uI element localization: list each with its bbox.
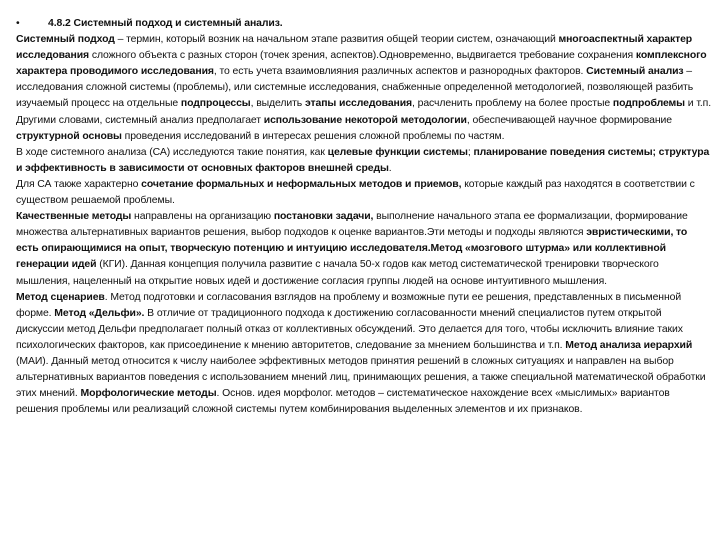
emphasis-formal-informal: сочетание формальных и неформальных методов и приемов, (141, 178, 462, 190)
text-run: , то есть учета взаимовлияния различных аспектов и разнородных факторов. (213, 66, 587, 78)
emphasis-structural-basis: структурной основы (16, 130, 122, 142)
text-run: . (388, 162, 392, 174)
paragraph-sa-concepts (16, 145, 712, 177)
term-systems-approach: Системный подход (16, 34, 115, 46)
emphasis-subprocesses: подпроцессы (180, 98, 251, 110)
paragraph-other-methods (16, 290, 712, 419)
section-heading-text: 4.8.2 Системный подход и системный анализ. (48, 18, 283, 29)
section-heading (16, 16, 712, 32)
text-run: ; (467, 146, 474, 158)
paragraph-systems-approach (16, 32, 712, 145)
term-ahp-method: Метод анализа иерархий (565, 339, 693, 351)
term-delphi-method: Метод «Дельфи». (54, 307, 145, 319)
text-run: – термин, который возник на начальном этапе развития общей теории систем, означающий (114, 34, 559, 46)
bullet-icon: • (16, 18, 20, 29)
text-run: проведения исследований в интересах решения сложной проблемы по частям. (121, 130, 505, 142)
text-run: направлены на организацию (131, 211, 274, 223)
term-scenario-method: Метод сценариев (16, 291, 105, 303)
emphasis-subproblems: подпроблемы (612, 98, 685, 110)
term-morphological-methods: Морфологические методы (80, 388, 217, 400)
text-run: которые каждый раз находятся в соответствии с существом решаемой проблемы. (16, 178, 695, 207)
text-run: В отличие от традиционного подхода к достижению согласованности мнений специалистов путем открытой дискуссии метод Дельфи предполагает полный отказ от коллективных обсуждений. Это делается для того, чтобы исключить влияние таких психологических факторов, как присоединение к мнению авторитетов, следование за мнением большинства и т.п. (16, 307, 683, 351)
text-run: – исследования сложной системы (проблемы), или системные исследования, снабженные определенной методологией, позволяющей разбить изучаемый процесс на отдельные (16, 66, 694, 110)
text-run: , обеспечивающей научное формирование (466, 114, 672, 126)
term-qualitative-methods: Качественные методы (16, 211, 132, 223)
text-run: сложного объекта с разных сторон (точек зрения, аспектов).Одновременно, выдвигается требование сохранения (89, 50, 636, 62)
emphasis-research-stages: этапы исследования (304, 98, 413, 110)
text-run: . Метод подготовки и согласования взглядов на проблему и возможные пути ее решения, представленных в письменной форме. (16, 291, 682, 319)
term-systems-analysis: Системный анализ (586, 66, 684, 78)
emphasis-complex-character: комплексного характера проводимого исследования (16, 50, 707, 78)
emphasis-methodology: использование некоторой методологии (263, 114, 467, 126)
text-run: (КГИ). Данная концепция получила развитие с начала 50-х годов как метод систематической тренировки творческого мышления, нацеленный на открытие новых идей и достижение согласия группы людей на основе интуитивного мышления. (16, 259, 659, 287)
emphasis-target-functions: целевые функции системы (327, 146, 468, 158)
text-run: В ходе системного анализа (СА) исследуются такие понятия, как (16, 146, 328, 158)
text-run: выполнение начального этапа ее формализации, формирование множества альтернативных вариантов решения, выбор подходов к оценке вариантов.Эти методы и подходы являются (16, 211, 688, 239)
paragraph-qualitative-methods (16, 209, 712, 289)
emphasis-multiaspect: многоаспектный характер исследования (16, 34, 693, 62)
text-run: и т.п. Другими словами, системный анализ предполагает (16, 98, 711, 126)
text-run: , выделить (250, 98, 305, 110)
emphasis-behavior-planning: планирование поведения системы; структура и эффективность в зависимости от основных факторов внешней среды (16, 146, 710, 174)
text-run: (МАИ). Данный метод относится к числу наиболее эффективных методов принятия решений в сложных ситуациях и направлен на выбор альтернативных вариантов поведения с использованием мнений лиц, принимающих решения, а также специальной математической обработки этих мнений. (16, 355, 706, 400)
paragraph-sa-methods (16, 177, 712, 209)
term-brainstorming: Метод «мозгового штурма» или коллективной генерации идей (16, 243, 666, 271)
emphasis-heuristic: эвристическими, то есть опирающимися на опыт, творческую потенцию и интуицию исследователя. (16, 227, 688, 255)
text-run: , расчленить проблему на более простые (412, 98, 613, 110)
emphasis-task-setting: постановки задачи, (273, 211, 374, 223)
text-run: . Основ. идея морфолог. методов – систематическое нахождение всех «мыслимых» вариантов решения проблемы или реализаций сложной системы путем комбинирования выделенных элементов и их признаков. (16, 388, 670, 416)
text-run: Для СА также характерно (16, 178, 142, 190)
